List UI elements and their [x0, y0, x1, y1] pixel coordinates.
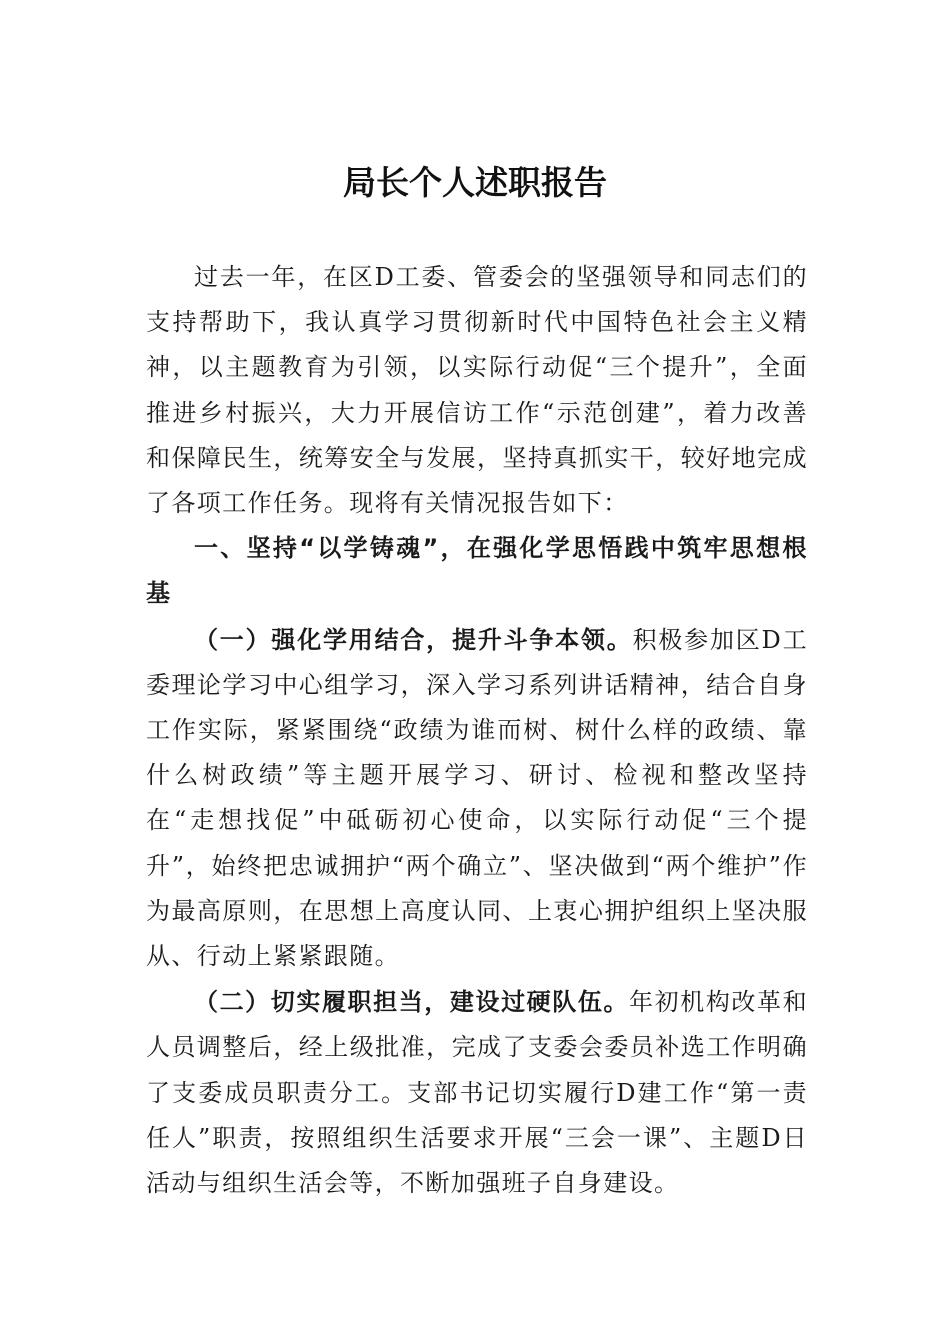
- paragraph-1-lead: （一）强化学用结合，提升斗争本领。: [194, 624, 633, 654]
- paragraph-1-body: 积极参加区D工委理论学习中心组学习，深入学习系列讲话精神，结合自身工作实际，紧紧围绕“政绩为谁而树、树什么样的政绩、靠什么树政绩”等主题开展学习、研讨、检视和整改坚持在“走想找促”中砥砺初心使命，以实际行动促“三个提升”，始终把忠诚拥护“两个确立”、坚决做到“两个维护”作为最高原则，在思想上高度认同、上衷心拥护组织上坚决服从、行动上紧紧跟随。: [146, 625, 808, 971]
- section-heading-1: 一、坚持“以学铸魂”，在强化学思悟践中筑牢思想根基: [146, 534, 808, 608]
- intro-paragraph: 过去一年，在区D工委、管委会的坚强领导和同志们的支持帮助下，我认真学习贯彻新时代中国特色社会主义精神，以主题教育为引领，以实际行动促“三个提升”，全面推进乡村振兴，大力开展信访工作“示范创建”，着力改善和保障民生，统筹安全与发展，坚持真抓实干，较好地完成了各项工作任务。现将有关情况报告如下：: [146, 263, 808, 518]
- document-title: 局长个人述职报告: [343, 163, 607, 202]
- paragraph-2-body: 年初机构改革和人员调整后，经上级批准，完成了支委会委员补选工作明确了支委成员职责分工。支部书记切实履行D建工作“第一责任人”职责，按照组织生活要求开展“三会一课”、主题D日活动与组织生活会等，不断加强班子自身建设。: [146, 988, 808, 1198]
- document-body: [146, 255, 808, 1206]
- paragraph-1: [146, 617, 808, 980]
- paragraph-2: [146, 979, 808, 1206]
- paragraph-2-lead: （二）切实履职担当，建设过硬队伍。: [194, 987, 630, 1017]
